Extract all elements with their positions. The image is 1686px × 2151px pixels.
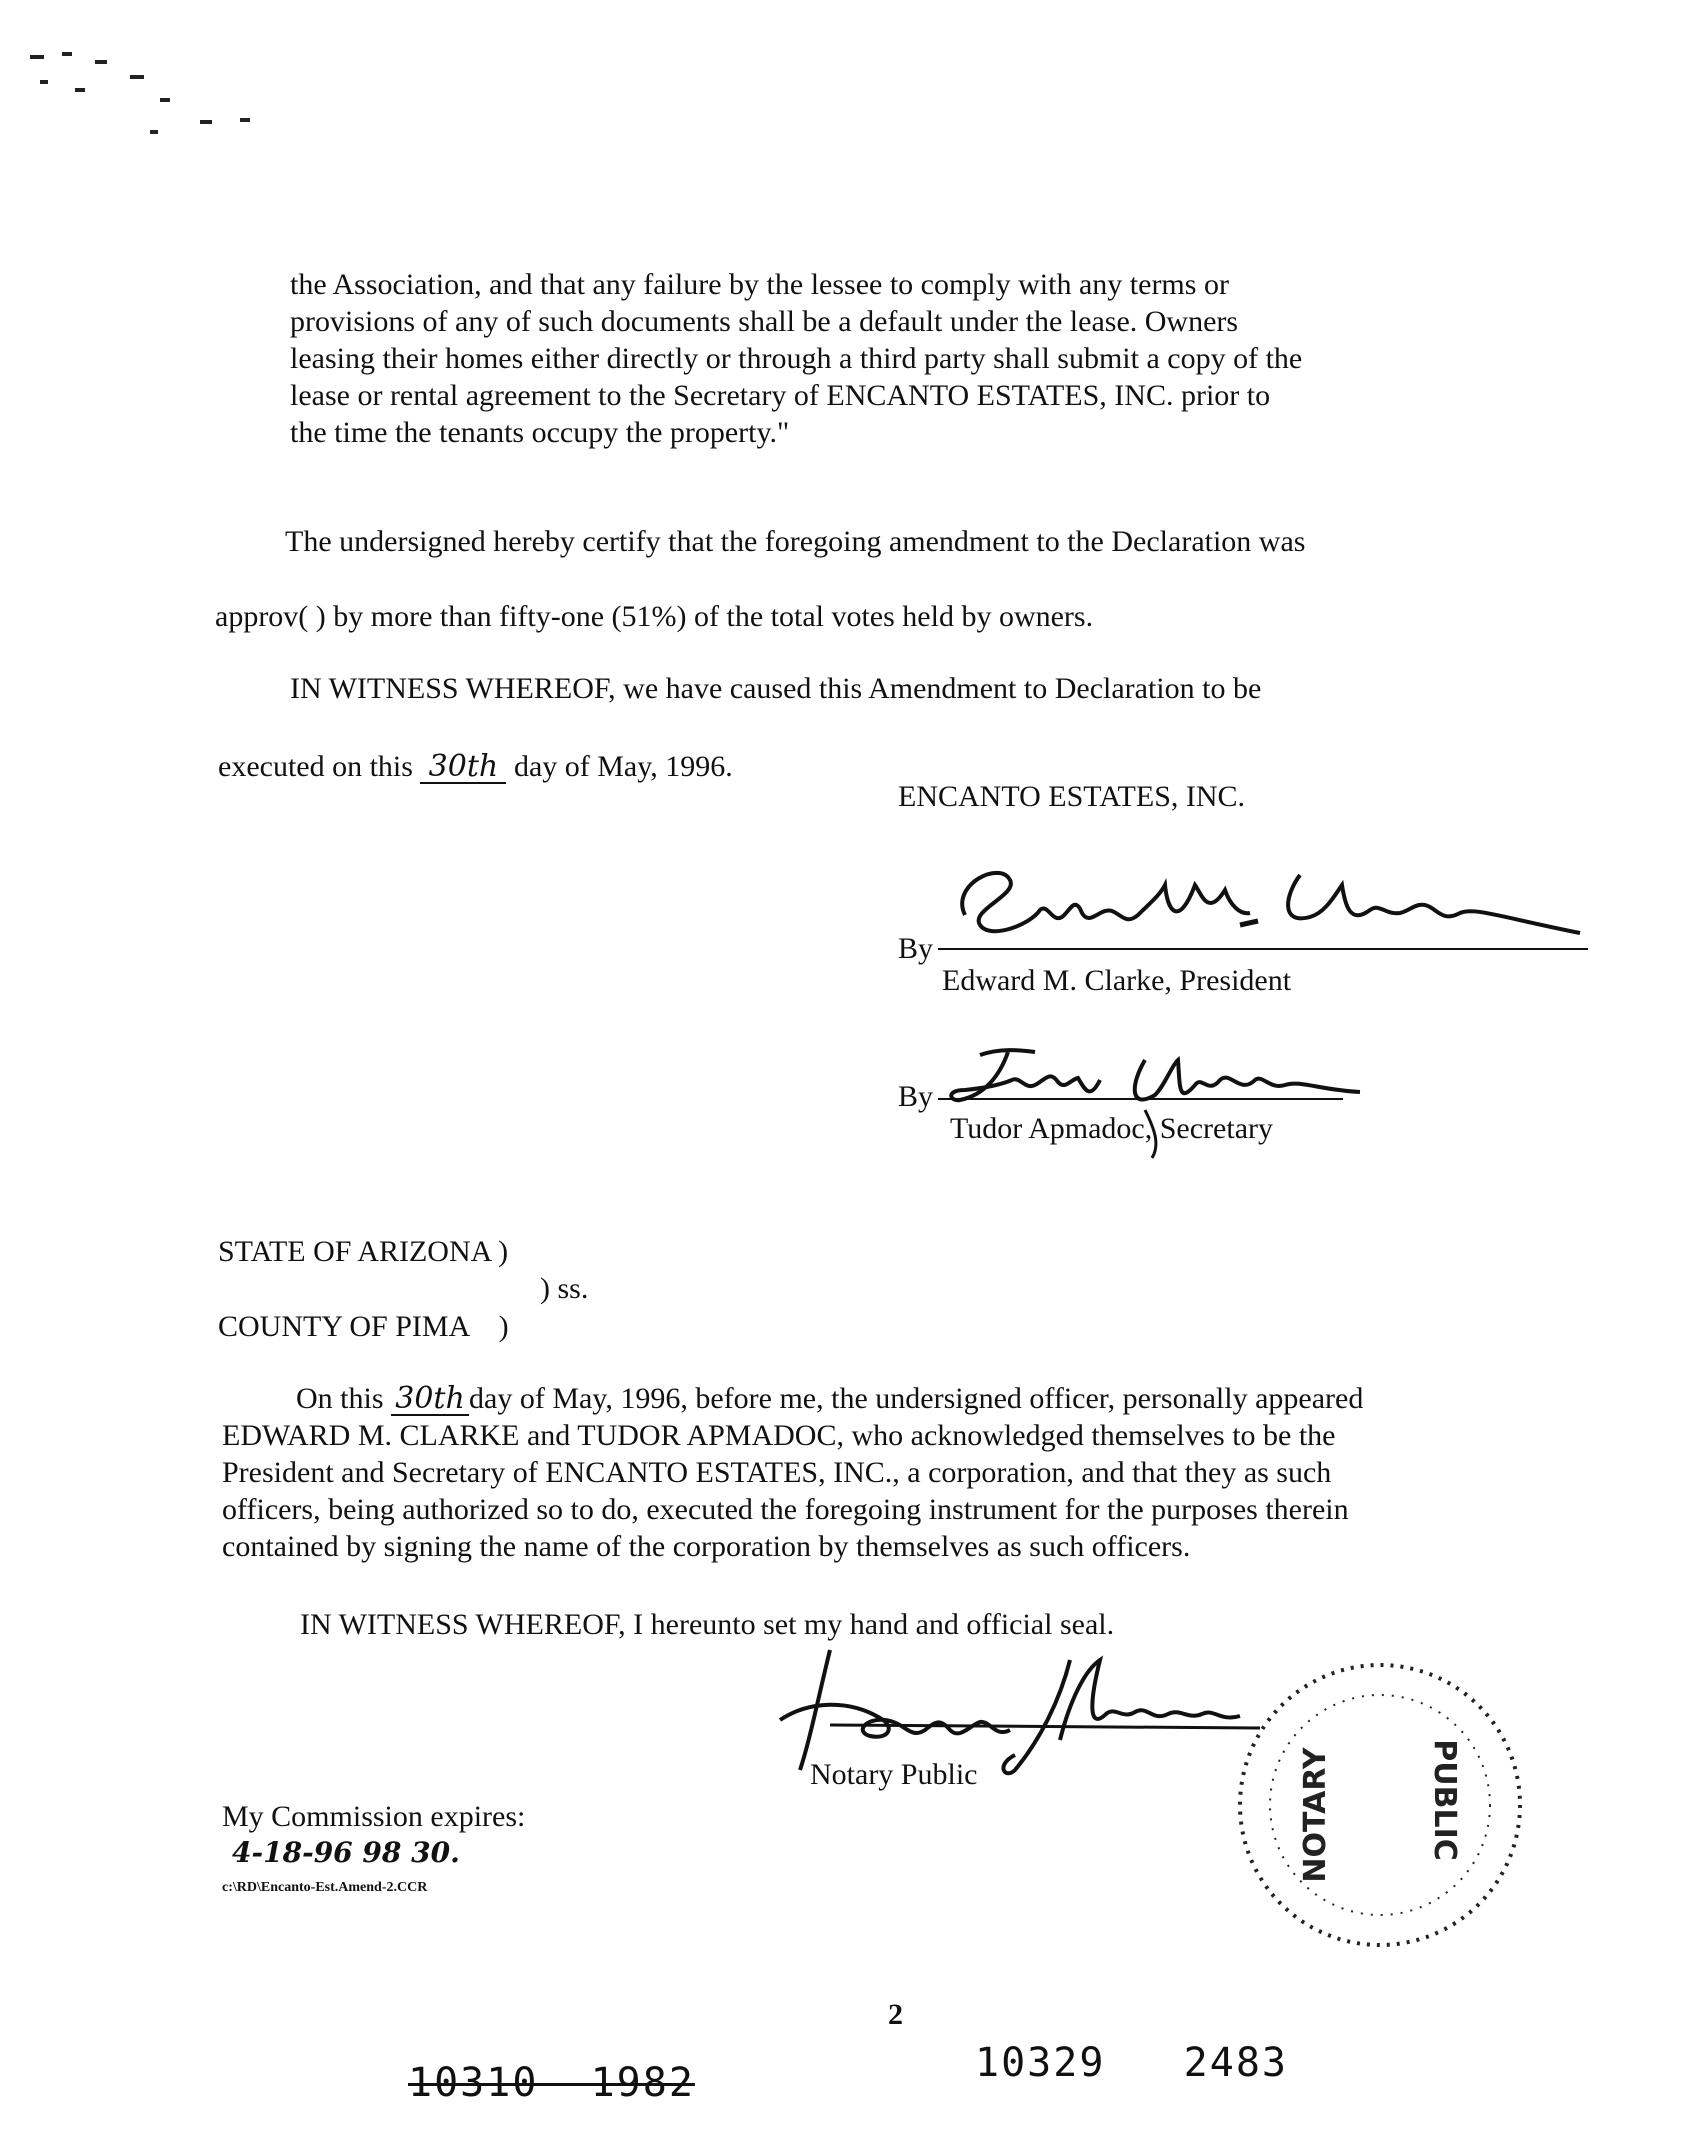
- venue-county: COUNTY OF PIMA ): [218, 1310, 509, 1343]
- certify-line-2: approv( ) by more than fifty-one (51%) of the total votes held by owners.: [215, 600, 1094, 633]
- ack-line-1: [296, 1382, 1363, 1416]
- venue-state: STATE OF ARIZONA ): [218, 1235, 509, 1268]
- ack-line-4: officers, being authorized so to do, executed the foregoing instrument for the purposes therein: [222, 1493, 1349, 1526]
- witness-line-1: [290, 672, 1261, 706]
- ack-line-3: President and Secretary of ENCANTO ESTATES, INC., a corporation, and that they as such: [222, 1456, 1332, 1489]
- svg-text:PUBLIC: PUBLIC: [1427, 1739, 1462, 1861]
- signer-name-president: Edward M. Clarke, President: [942, 964, 1292, 997]
- witness-text: IN WITNESS WHEREOF, we have caused this Amendment to Declaration to be: [290, 672, 1262, 705]
- executed-prefix: executed on this: [218, 750, 413, 783]
- commission-label: My Commission expires:: [222, 1800, 526, 1833]
- executed-day: 30th: [420, 752, 506, 784]
- ack-line1-rest: day of May, 1996, before me, the undersigned officer, personally appeared: [469, 1382, 1364, 1415]
- para-line: provisions of any of such documents shall be a default under the lease. Owners: [290, 305, 1239, 338]
- commission-date: 4-18-96 98 30.: [232, 1836, 460, 1869]
- executed-suffix: day of May, 1996.: [513, 750, 733, 783]
- ack-line-5: contained by signing the name of the corporation by themselves as such officers.: [222, 1530, 1191, 1563]
- file-path: c:\RD\Encanto-Est.Amend-2.CCR: [222, 1880, 428, 1895]
- para-line: the time the tenants occupy the property.": [290, 416, 790, 449]
- page-number: 2: [888, 1998, 903, 2031]
- certify-line-1: The undersigned hereby certify that the foregoing amendment to the Declaration was: [285, 525, 1306, 558]
- signer-name-secretary: Tudor Apmadoc, Secretary: [950, 1112, 1273, 1145]
- recording-number: 10329 2483: [975, 2040, 1288, 2086]
- ack-prefix: On this: [296, 1382, 384, 1415]
- witness-line-2: [218, 750, 733, 784]
- svg-text:NOTARY: NOTARY: [1298, 1747, 1333, 1883]
- para-line: lease or rental agreement to the Secretary of ENCANTO ESTATES, INC. prior to: [290, 379, 1271, 412]
- recording-number-struck: 10310 1982: [408, 2060, 695, 2106]
- by-label: By: [898, 932, 934, 965]
- signature-clarke-image: [940, 855, 1600, 965]
- para-line: leasing their homes either directly or through a third party shall submit a copy of the: [290, 342, 1303, 375]
- notary-label: Notary Public: [810, 1758, 978, 1791]
- ack-day: 30th: [391, 1384, 469, 1416]
- ack-line-2: EDWARD M. CLARKE and TUDOR APMADOC, who acknowledged themselves to be the: [222, 1419, 1336, 1452]
- venue-ss: ) ss.: [540, 1272, 589, 1305]
- para-line: the Association, and that any failure by the lessee to comply with any terms or: [290, 268, 1229, 301]
- notary-seal-image: [1230, 1640, 1540, 1970]
- signature-apmadoc-image: [940, 1040, 1380, 1170]
- company-name: ENCANTO ESTATES, INC.: [898, 780, 1246, 813]
- by-label: By: [898, 1080, 934, 1113]
- witness-seal-line: IN WITNESS WHEREOF, I hereunto set my hand and official seal.: [300, 1608, 1115, 1641]
